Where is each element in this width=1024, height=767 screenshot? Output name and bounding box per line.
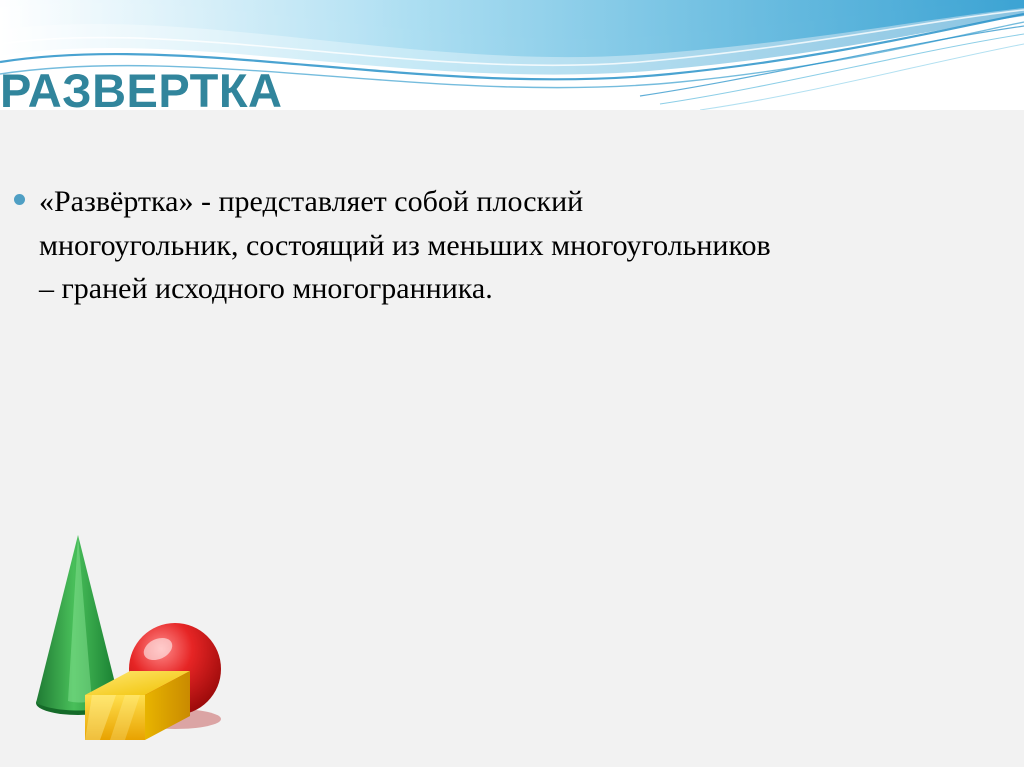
list-item [14,180,814,311]
slide-body [14,180,814,311]
slide-title: РАЗВЕРТКА [0,64,283,117]
bullet-text: «Развёртка» - представляет собой плоский многоугольник, состоящий из меньших многоугольников – граней исходного многогранника. [39,185,771,305]
bullet-dot-icon [14,194,25,205]
geometric-solids-illustration [30,525,270,740]
